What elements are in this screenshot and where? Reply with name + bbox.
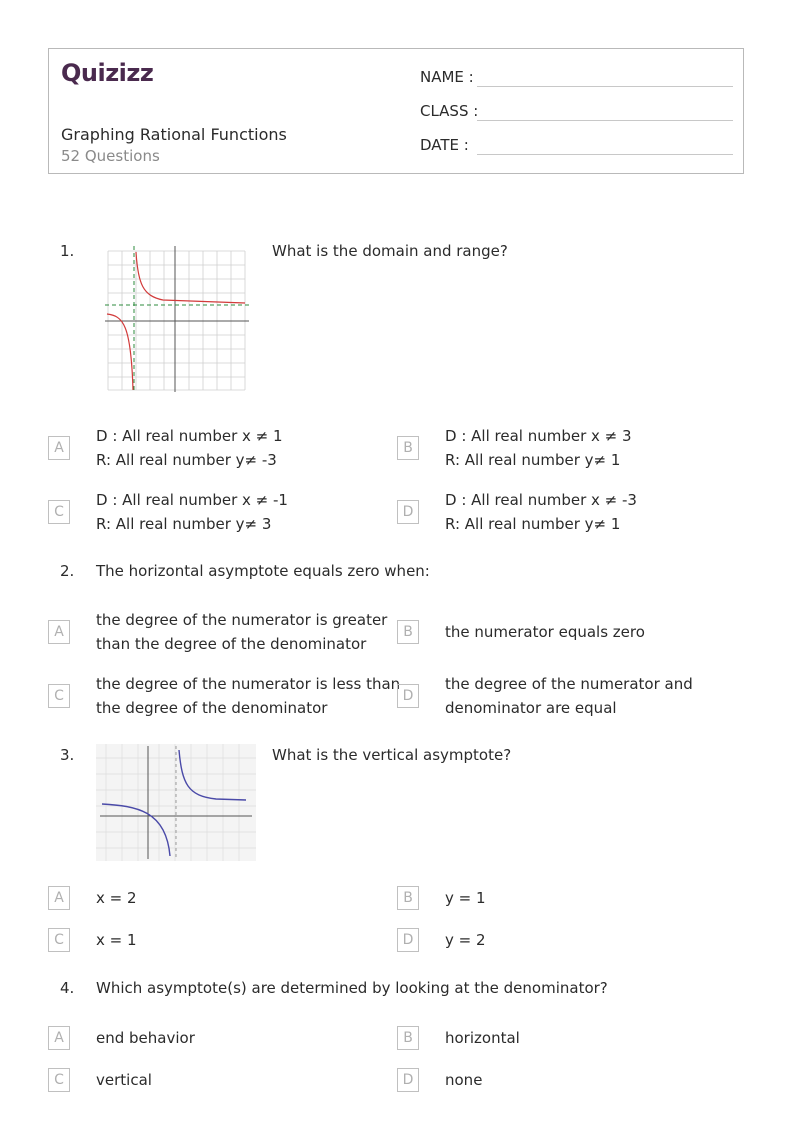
option-line: D : All real number x ≠ 1 xyxy=(96,427,283,445)
option-b-box[interactable]: B xyxy=(397,886,419,910)
option-line: R: All real number y≠ 1 xyxy=(445,515,621,533)
option-line: the degree of the denominator xyxy=(96,699,328,717)
class-label: CLASS : xyxy=(420,102,479,120)
option-line: vertical xyxy=(96,1071,152,1089)
question-number: 3. xyxy=(60,746,75,764)
name-line xyxy=(477,86,733,87)
option-c[interactable] xyxy=(96,488,288,536)
question-text: What is the domain and range? xyxy=(272,242,508,260)
option-line: the degree of the numerator is greater xyxy=(96,611,388,629)
option-c[interactable] xyxy=(96,672,400,720)
option-c[interactable] xyxy=(96,1068,152,1092)
option-b-box[interactable]: B xyxy=(397,436,419,460)
question-text: The horizontal asymptote equals zero when: xyxy=(96,562,430,580)
option-d-box[interactable]: D xyxy=(397,1068,419,1092)
option-line: R: All real number y≠ -3 xyxy=(96,451,277,469)
option-line: D : All real number x ≠ 3 xyxy=(445,427,632,445)
option-c-box[interactable]: C xyxy=(48,928,70,952)
option-a-box[interactable]: A xyxy=(48,886,70,910)
option-line: y = 2 xyxy=(445,931,486,949)
option-line: horizontal xyxy=(445,1029,520,1047)
option-d-box[interactable]: D xyxy=(397,684,419,708)
option-d[interactable] xyxy=(445,672,693,720)
option-a[interactable] xyxy=(96,608,387,656)
option-d[interactable] xyxy=(445,928,486,952)
option-line: y = 1 xyxy=(445,889,486,907)
option-a[interactable] xyxy=(96,424,283,472)
question-1-graph xyxy=(103,244,253,394)
option-line: R: All real number y≠ 3 xyxy=(96,515,272,533)
question-text: What is the vertical asymptote? xyxy=(272,746,512,764)
date-label: DATE : xyxy=(420,136,469,154)
option-d[interactable] xyxy=(445,488,637,536)
class-line xyxy=(477,120,733,121)
option-line: none xyxy=(445,1071,483,1089)
name-label: NAME : xyxy=(420,68,474,86)
option-line: R: All real number y≠ 1 xyxy=(445,451,621,469)
option-a-box[interactable]: A xyxy=(48,620,70,644)
question-number: 4. xyxy=(60,979,75,997)
option-line: the degree of the numerator is less than xyxy=(96,675,401,693)
option-line: D : All real number x ≠ -3 xyxy=(445,491,637,509)
question-count: 52 Questions xyxy=(61,147,160,165)
option-a[interactable] xyxy=(96,886,137,910)
option-a-box[interactable]: A xyxy=(48,1026,70,1050)
question-3-graph xyxy=(96,744,256,861)
option-line: denominator are equal xyxy=(445,699,617,717)
option-line: end behavior xyxy=(96,1029,195,1047)
date-field[interactable] xyxy=(420,136,469,154)
option-b[interactable] xyxy=(445,424,632,472)
class-field[interactable] xyxy=(420,102,478,120)
option-c-box[interactable]: C xyxy=(48,1068,70,1092)
option-a[interactable] xyxy=(96,1026,195,1050)
option-b[interactable] xyxy=(445,1026,520,1050)
option-line: x = 2 xyxy=(96,889,137,907)
question-text: Which asymptote(s) are determined by looking at the denominator? xyxy=(96,979,608,997)
option-c[interactable] xyxy=(96,928,137,952)
option-line: D : All real number x ≠ -1 xyxy=(96,491,288,509)
option-b[interactable] xyxy=(445,620,645,644)
option-a-box[interactable]: A xyxy=(48,436,70,460)
option-line: the numerator equals zero xyxy=(445,623,645,641)
option-c-box[interactable]: C xyxy=(48,684,70,708)
option-d[interactable] xyxy=(445,1068,482,1092)
question-number: 1. xyxy=(60,242,75,260)
option-line: than the degree of the denominator xyxy=(96,635,367,653)
option-b-box[interactable]: B xyxy=(397,620,419,644)
option-line: x = 1 xyxy=(96,931,137,949)
option-b[interactable] xyxy=(445,886,486,910)
worksheet-title: Graphing Rational Functions xyxy=(61,125,287,144)
name-field[interactable] xyxy=(420,68,474,86)
option-line: the degree of the numerator and xyxy=(445,675,693,693)
option-d-box[interactable]: D xyxy=(397,928,419,952)
option-c-box[interactable]: C xyxy=(48,500,70,524)
option-b-box[interactable]: B xyxy=(397,1026,419,1050)
quizizz-logo: Quizizz xyxy=(61,59,154,87)
option-d-box[interactable]: D xyxy=(397,500,419,524)
question-number: 2. xyxy=(60,562,75,580)
worksheet-header xyxy=(48,48,744,174)
date-line xyxy=(477,154,733,155)
